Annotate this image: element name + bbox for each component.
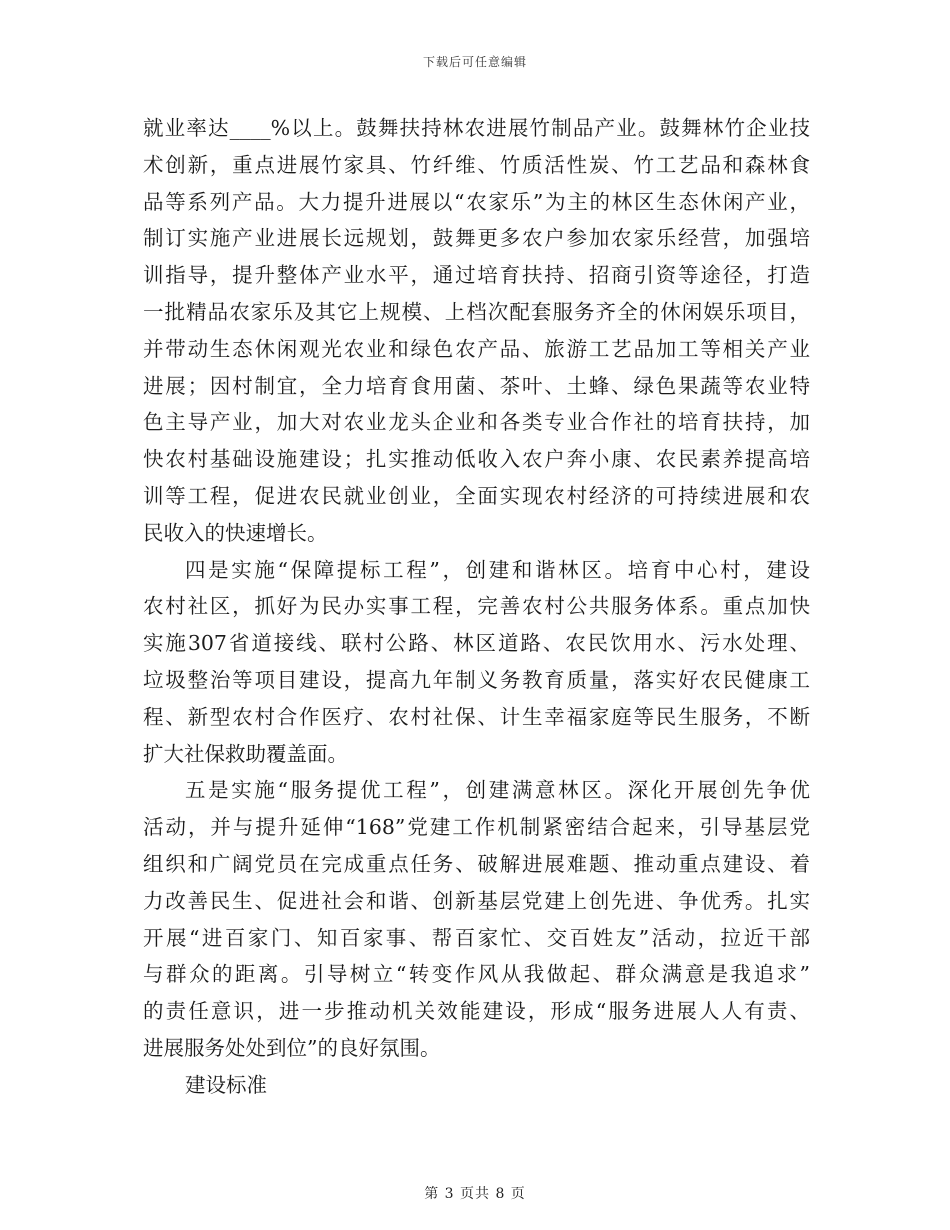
text-line: 品等系列产品。大力提升进展以“农家乐”为主的林区生态休闲产业， bbox=[143, 189, 810, 214]
text-line: 色主导产业，加大对农业龙头企业和各类专业合作社的培育扶持，加 bbox=[143, 410, 810, 435]
text-line: 制订实施产业进展长远规划，鼓舞更多农户参加农家乐经营，加强培 bbox=[143, 226, 810, 251]
text-line: 的责任意识，进一步推动机关效能建设，形成“服务进展人人有责、 bbox=[143, 999, 810, 1024]
page-header: 下载后可任意编辑 bbox=[422, 55, 527, 69]
text-line: 组织和广阔党员在完成重点任务、破解进展难题、推动重点建设、着 bbox=[143, 851, 810, 876]
paragraph-employment bbox=[143, 110, 810, 552]
text-line: 进展服务处处到位”的良好氛围。 bbox=[143, 1035, 441, 1060]
text-line: 活动，并与提升延伸“168”党建工作机制紧密结合起来，引导基层党 bbox=[143, 815, 810, 840]
text-line: 术创新，重点进展竹家具、竹纤维、竹质活性炭、竹工艺品和森林食 bbox=[143, 152, 810, 177]
text-line: 程、新型农村合作医疗、农村社保、计生幸福家庭等民生服务，不断 bbox=[143, 704, 810, 729]
text-line: 扩大社保救助覆盖面。 bbox=[143, 741, 348, 766]
text-line: 民收入的快速增长。 bbox=[143, 520, 328, 545]
text-line: 开展“进百家门、知百家事、帮百家忙、交百姓友”活动，拉近干部 bbox=[143, 925, 810, 950]
text-line: 快农村基础设施建设；扎实推动低收入农户奔小康、农民素养提高培 bbox=[143, 447, 810, 472]
paragraph-service-project bbox=[143, 772, 810, 1066]
text-line: 并带动生态休闲观光农业和绿色农产品、旅游工艺品加工等相关产业 bbox=[143, 336, 810, 361]
text-line: 训指导，提升整体产业水平，通过培育扶持、招商引资等途径，打造 bbox=[143, 263, 810, 288]
text-line: 农村社区，抓好为民办实事工程，完善农村公共服务体系。重点加快 bbox=[143, 594, 810, 619]
paragraph-guarantee-project bbox=[143, 552, 810, 773]
text-line: 训等工程，促进农民就业创业，全面实现农村经济的可持续进展和农 bbox=[143, 483, 810, 508]
text-line: 垃圾整治等项目建设，提高九年制义务教育质量，落实好农民健康工 bbox=[143, 667, 810, 692]
heading-construction-standards: 建设标准 bbox=[185, 1072, 267, 1097]
text-line: 实施307省道接线、联村公路、林区道路、农民饮用水、污水处理、 bbox=[143, 631, 810, 656]
page-number: 第 3 页共 8 页 bbox=[424, 1186, 526, 1202]
text-line: 五是实施“服务提优工程”，创建满意林区。深化开展创先争优 bbox=[185, 778, 810, 803]
text-line: 四是实施“保障提标工程”，创建和谐林区。培育中心村，建设 bbox=[185, 557, 810, 582]
section-heading bbox=[143, 1067, 810, 1104]
text-line: 一批精品农家乐及其它上规模、上档次配套服务齐全的休闲娱乐项目， bbox=[143, 299, 810, 324]
text-line: 与群众的距离。引导树立“转变作风从我做起、群众满意是我追求” bbox=[143, 962, 810, 987]
text-line: 进展；因村制宜，全力培育食用菌、茶叶、土蜂、绿色果蔬等农业特 bbox=[143, 373, 810, 398]
text-line: 就业率达____%以上。鼓舞扶持林农进展竹制品产业。鼓舞林竹企业技 bbox=[143, 116, 810, 140]
document-body bbox=[143, 110, 810, 1104]
text-line: 力改善民生、促进社会和谐、创新基层党建上创先进、争优秀。扎实 bbox=[143, 888, 810, 913]
